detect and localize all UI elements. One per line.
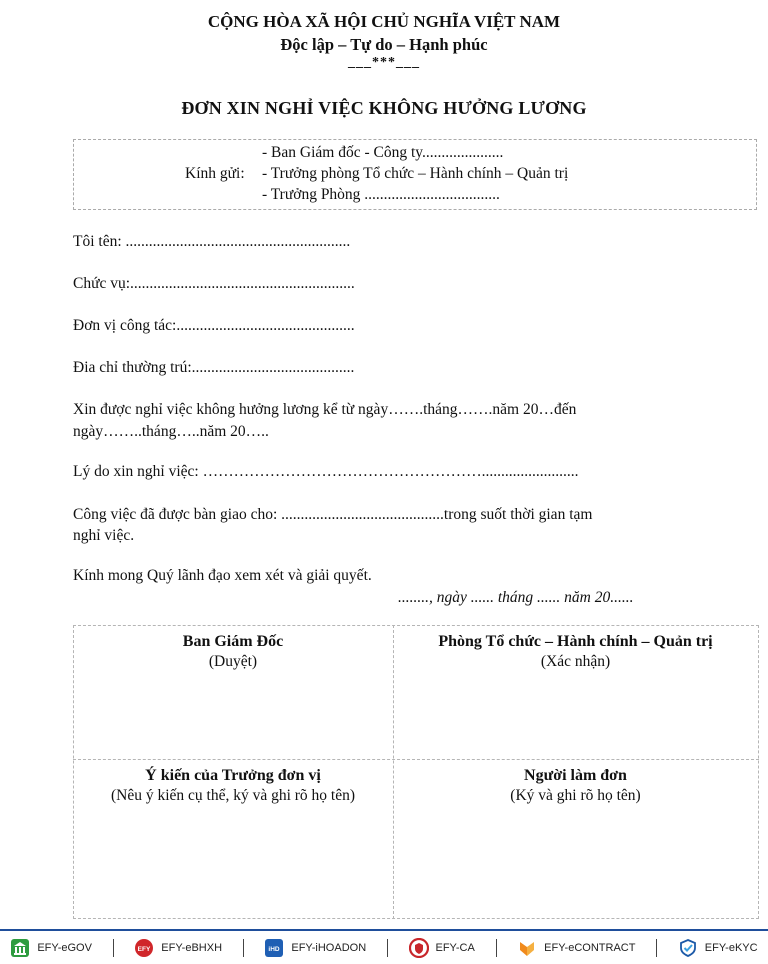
field-reason: Lý do xin nghỉ việc: ………………………………………………......................... — [73, 463, 579, 480]
recipient-label: Kính gửi: — [185, 165, 245, 182]
brand-label: EFY-eKYC — [704, 941, 758, 954]
signature-subtitle: (Duyệt) — [208, 653, 258, 670]
field-address: Đia chỉ thường trú:.......................................... — [73, 359, 355, 376]
footer-separator — [387, 939, 388, 957]
field-name: Tôi tên: .......................................................... — [73, 233, 351, 250]
signature-title: Ban Giám Đốc — [182, 633, 284, 650]
signature-cell-admin — [394, 633, 757, 671]
brand-ekyc[interactable] — [678, 938, 758, 958]
brand-egov[interactable] — [10, 938, 92, 958]
date-line: ........, ngày ...... tháng ...... năm 20...... — [398, 589, 634, 606]
ihd-logo-icon — [264, 938, 284, 958]
footer-separator — [656, 939, 657, 957]
signature-cell-unit-head — [73, 767, 393, 805]
field-unit: Đơn vị công tác:.............................................. — [73, 317, 355, 334]
signature-subtitle: (Xác nhận) — [540, 653, 611, 670]
handover-line-1: Công việc đã được bàn giao cho: ..........................................trong suốt thời gian tạm — [73, 506, 593, 523]
svg-text:EFY: EFY — [137, 945, 151, 953]
signature-cell-applicant — [394, 767, 757, 805]
signature-title: Phòng Tổ chức – Hành chính – Quản trị — [438, 633, 713, 650]
ca-shield-icon — [409, 938, 429, 958]
footer-separator — [113, 939, 114, 957]
svg-text:iHD: iHD — [268, 945, 280, 953]
efy-logo-icon — [134, 938, 154, 958]
brand-ca[interactable] — [409, 938, 475, 958]
recipient-line: - Trưởng phòng Tổ chức – Hành chính – Quản trị — [262, 165, 569, 182]
brand-label: EFY-CA — [435, 941, 475, 954]
footer-separator — [243, 939, 244, 957]
brand-label: EFY-iHOADON — [291, 941, 367, 954]
recipient-line: - Trưởng Phòng ................................... — [262, 186, 500, 203]
brand-econtract[interactable] — [517, 938, 635, 958]
signature-subtitle: (Nêu ý kiến cụ thể, ký và ghi rõ họ tên) — [110, 787, 356, 804]
government-building-icon — [10, 938, 30, 958]
footer-separator — [496, 939, 497, 957]
document-title: ĐƠN XIN NGHỈ VIỆC KHÔNG HƯỞNG LƯƠNG — [181, 98, 587, 118]
footer-brand-bar — [0, 931, 768, 964]
brand-ebhxh[interactable] — [134, 938, 222, 958]
request-line-2: ngày……..tháng…..năm 20….. — [73, 423, 269, 440]
request-line-1: Xin được nghỉ việc không hưởng lương kể từ ngày…….tháng…….năm 20…đến — [73, 401, 577, 418]
field-position: Chức vụ:.......................................................... — [73, 275, 355, 292]
brand-ihoadon[interactable] — [264, 938, 366, 958]
handover-line-2: nghỉ việc. — [73, 527, 135, 544]
header-separator: ___***___ — [348, 55, 420, 70]
signature-subtitle: (Ký và ghi rõ họ tên) — [510, 787, 641, 804]
signature-title: Ý kiến của Trưởng đơn vị — [145, 767, 321, 784]
brand-label: EFY-eCONTRACT — [544, 941, 636, 954]
national-motto: Độc lập – Tự do – Hạnh phúc — [280, 35, 488, 54]
recipient-line: - Ban Giám đốc - Công ty..................... — [262, 144, 504, 161]
kyc-check-icon — [678, 938, 698, 958]
signature-cell-director — [73, 633, 393, 671]
nation-title: CỘNG HÒA XÃ HỘI CHỦ NGHĨA VIỆT NAM — [207, 12, 561, 31]
closing-line: Kính mong Quý lãnh đạo xem xét và giải quyết. — [73, 567, 372, 584]
brand-label: EFY-eGOV — [37, 941, 92, 954]
signature-title: Người làm đơn — [524, 767, 627, 784]
contract-fold-icon — [517, 938, 537, 958]
table-divider-horizontal — [73, 759, 759, 760]
brand-label: EFY-eBHXH — [161, 941, 223, 954]
